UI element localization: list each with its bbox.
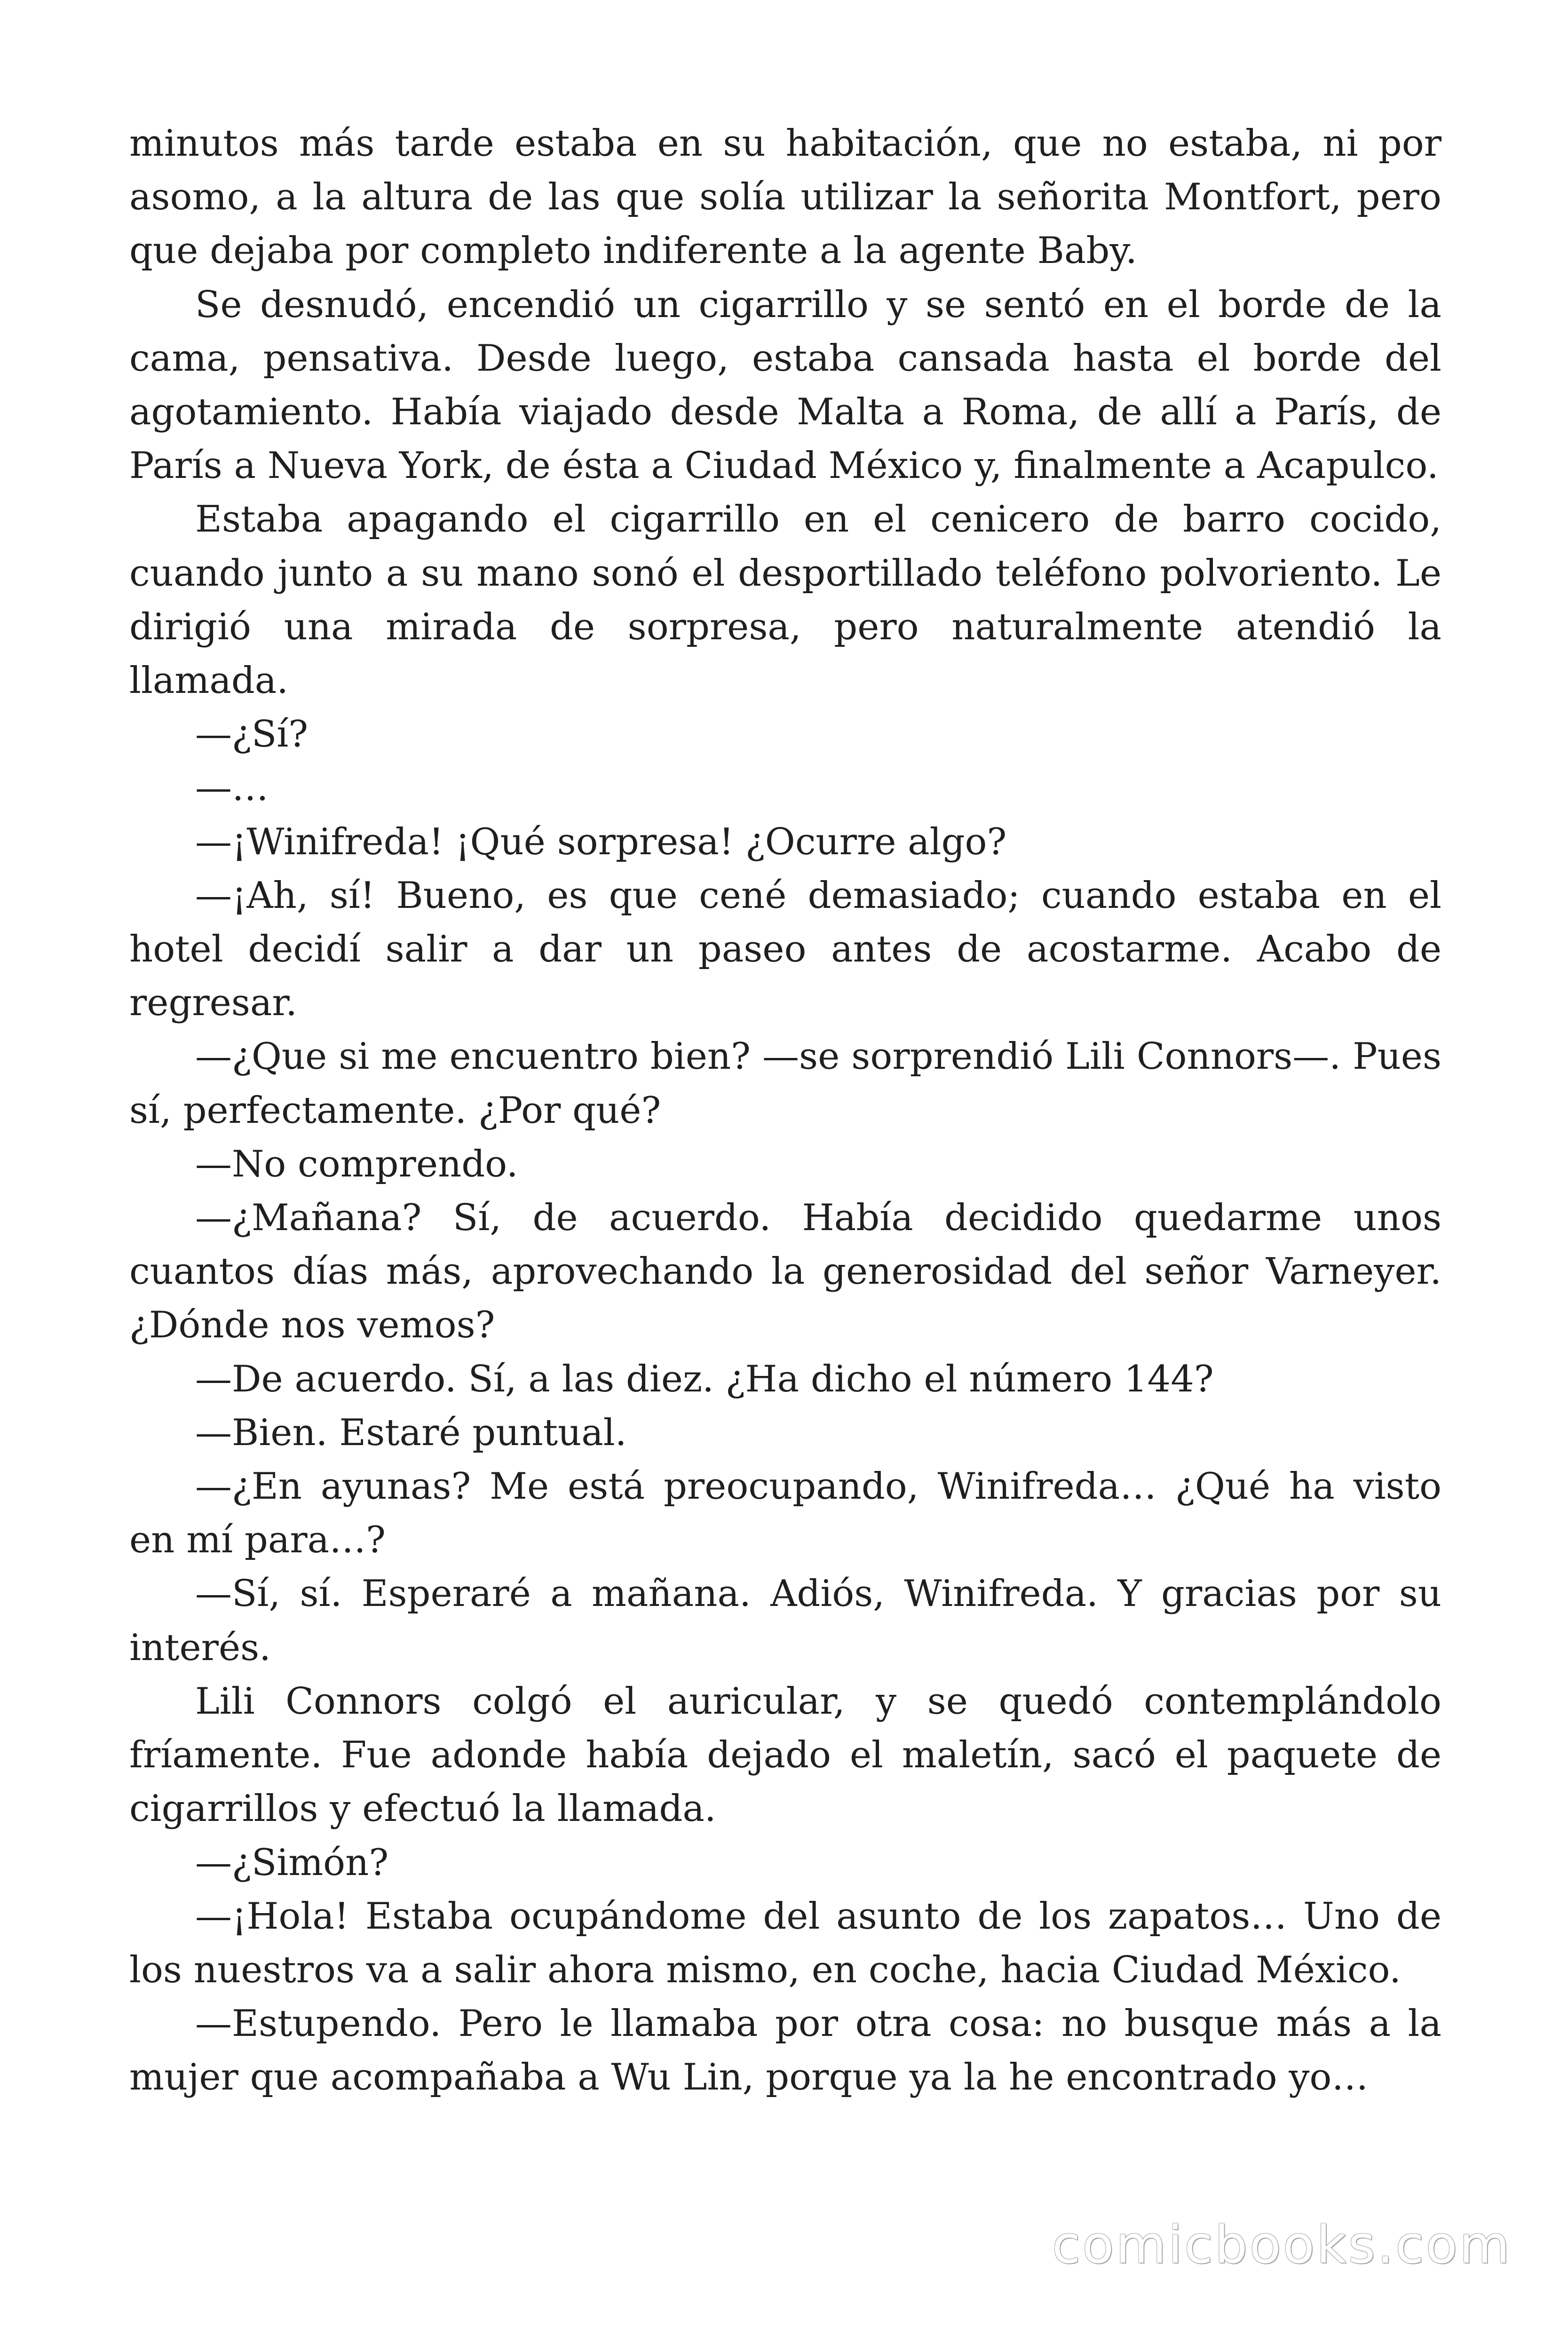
paragraph: Estaba apagando el cigarrillo en el cenicero de barro cocido, cuando junto a su mano sonó el desportillado teléfono polvoriento. Le dirigió una mirada de sorpresa, pero naturalmente atendió la llamada. [129, 498, 1441, 702]
dialogue-line: —¿Que si me encuentro bien? —se sorprendió Lili Connors—. Pues sí, perfectamente. ¿Por qué? [129, 1035, 1441, 1132]
page-body-text [129, 117, 1441, 2105]
dialogue-line: —¡Winifreda! ¡Qué sorpresa! ¿Ocurre algo? [195, 820, 1007, 863]
site-watermark: comicbooks.com [1052, 2215, 1512, 2275]
paragraph: minutos más tarde estaba en su habitación, que no estaba, ni por asomo, a la altura de las que solía utilizar la señorita Montfort, pero que dejaba por completo indiferente a la agente Baby. [129, 122, 1441, 272]
paragraph: Lili Connors colgó el auricular, y se quedó contemplándolo fríamente. Fue adonde había dejado el maletín, sacó el paquete de cigarrillos y efectuó la llamada. [129, 1680, 1441, 1830]
dialogue-line: —Sí, sí. Esperaré a mañana. Adiós, Winifreda. Y gracias por su interés. [129, 1573, 1441, 1669]
dialogue-line: —Estupendo. Pero le llamaba por otra cosa: no busque más a la mujer que acompañaba a Wu Lin, porque ya la he encontrado yo… [129, 2002, 1441, 2099]
dialogue-line: —¿Mañana? Sí, de acuerdo. Había decidido quedarme unos cuantos días más, aprovechando la generosidad del señor Varneyer. ¿Dónde nos vemos? [129, 1197, 1441, 1347]
dialogue-line: —¡Hola! Estaba ocupándome del asunto de los zapatos… Uno de los nuestros va a salir ahora mismo, en coche, hacia Ciudad México. [129, 1895, 1441, 1991]
paragraph: Se desnudó, encendió un cigarrillo y se sentó en el borde de la cama, pensativa. Desde luego, estaba cansada hasta el borde del agotamiento. Había viajado desde Malta a Roma, de allí a París, de París a Nueva York, de ésta a Ciudad México y, finalmente a Acapulco. [129, 283, 1441, 487]
dialogue-line: —… [195, 767, 269, 810]
dialogue-line: —¿Simón? [195, 1841, 389, 1884]
dialogue-line: —¿En ayunas? Me está preocupando, Winifreda… ¿Qué ha visto en mí para…? [129, 1465, 1441, 1562]
dialogue-line: —No comprendo. [195, 1143, 518, 1185]
dialogue-line: —¿Sí? [195, 713, 309, 756]
dialogue-line: —De acuerdo. Sí, a las diez. ¿Ha dicho el número 144? [195, 1358, 1214, 1400]
dialogue-line: —¡Ah, sí! Bueno, es que cené demasiado; cuando estaba en el hotel decidí salir a dar un paseo antes de acostarme. Acabo de regresar. [129, 874, 1441, 1025]
dialogue-line: —Bien. Estaré puntual. [195, 1411, 627, 1454]
